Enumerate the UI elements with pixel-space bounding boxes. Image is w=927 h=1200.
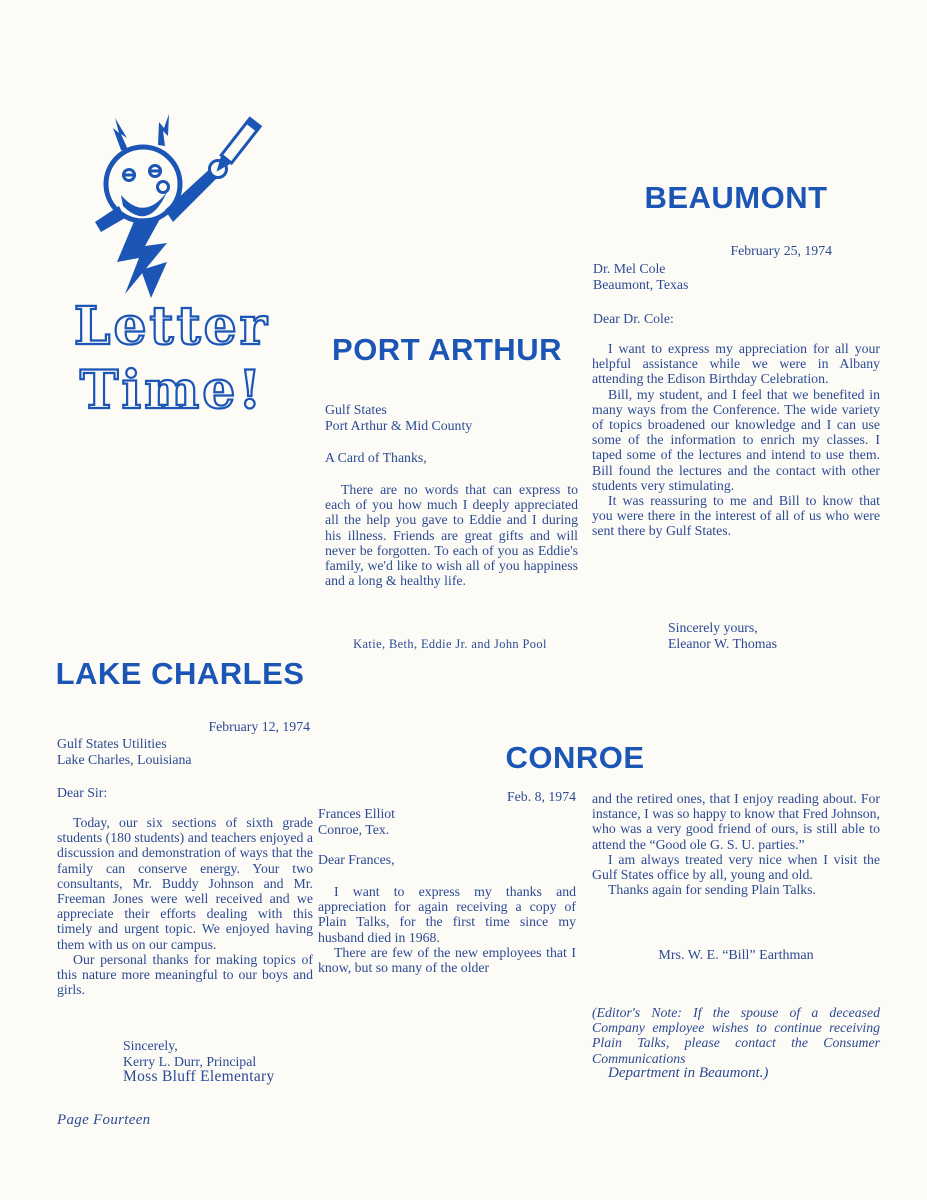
beaumont-address-line1: Dr. Mel Cole: [593, 261, 666, 276]
paragraph: There are few of the new employees that I know, but so many of the older: [318, 944, 576, 976]
beaumont-closing: Sincerely yours,: [668, 620, 758, 635]
paragraph: Bill, my student, and I feel that we benefited in many ways from the Conference. The wide variety of topics broadened our knowledge and I can use some of the information to enrich my classes. I taped some of the lectures and intend to use them. Bill found the lectures and the contact with other students very stimulating.: [592, 386, 880, 493]
editors-note: [592, 1005, 880, 1081]
port-arthur-salutation: A Card of Thanks,: [325, 450, 427, 465]
lake-charles-date: February 12, 1974: [208, 719, 310, 734]
lake-charles-heading: LAKE CHARLES: [55, 656, 305, 691]
lake-charles-salutation: Dear Sir:: [57, 785, 108, 800]
port-arthur-address-line1: Gulf States: [325, 402, 387, 417]
conroe-address-line2: Conroe, Tex.: [318, 821, 390, 837]
paragraph: I want to express my thanks and appreciation for again receiving a copy of Plain Talks, for the first time since my husband died in 1968.: [318, 884, 576, 945]
lake-charles-address-line2: Lake Charles, Louisiana: [57, 751, 192, 767]
beaumont-address-line2: Beaumont, Texas: [593, 276, 689, 292]
beaumont-closing-block: [668, 620, 880, 651]
port-arthur-heading: PORT ARTHUR: [332, 332, 562, 367]
conroe-heading: CONROE: [505, 740, 645, 775]
lake-charles-address-line1: Gulf States Utilities: [57, 736, 167, 751]
paragraph: It was reassuring to me and Bill to know that you were there in the interest of all of us who were sent there by Gulf States.: [592, 493, 880, 539]
paragraph: and the retired ones, that I enjoy reading about. For instance, I was so happy to know that Fred Johnson, who was a very good friend of ours, is still able to attend the “Good ole G. S. U. parties.”: [592, 791, 880, 852]
beaumont-address: [593, 261, 843, 292]
port-arthur-body: [325, 482, 578, 588]
lake-charles-address: [57, 736, 310, 767]
beaumont-body: [592, 341, 880, 539]
page-number: Page Fourteen: [57, 1112, 151, 1128]
lake-charles-body: [57, 815, 313, 997]
paragraph: There are no words that can express to each of you how much I deeply appreciated all the help you gave to Eddie and I during his illness. Friends are great gifts and will never be forgotten. To each of you as Eddie's family, we'd like to wish all of you happiness and a long & healthy life.: [325, 482, 578, 589]
conroe-body-column2: [592, 791, 880, 897]
masthead-title-line2: Time!: [79, 360, 265, 421]
lake-charles-closing-block: [123, 1038, 343, 1085]
conroe-date: Feb. 8, 1974: [507, 789, 576, 804]
beaumont-heading: BEAUMONT: [644, 180, 828, 215]
masthead-title-line1: Letter: [73, 296, 271, 357]
reddy-kilowatt-mascot-icon: [55, 112, 285, 307]
paragraph: I am always treated very nice when I visit the Gulf States office by all, young and old.: [592, 851, 880, 883]
beaumont-signature: Eleanor W. Thomas: [668, 635, 777, 651]
beaumont-date: February 25, 1974: [730, 243, 832, 258]
lake-charles-signature-line1: Kerry L. Durr, Principal: [123, 1053, 257, 1069]
port-arthur-address-line2: Port Arthur & Mid County: [325, 417, 473, 433]
lake-charles-closing: Sincerely,: [123, 1038, 178, 1053]
editors-note-last-line: Department in Beaumont.): [608, 1064, 769, 1081]
conroe-signature: Mrs. W. E. “Bill” Earthman: [658, 948, 814, 963]
lake-charles-signature-line2: Moss Bluff Elementary: [123, 1068, 275, 1086]
conroe-address-line1: Frances Elliot: [318, 806, 396, 821]
conroe-address: [318, 806, 576, 837]
beaumont-salutation: Dear Dr. Cole:: [593, 311, 674, 326]
paragraph: Today, our six sections of sixth grade students (180 students) and teachers enjoyed a discussion and demonstration of ways that the family can conserve energy. Your two consultants, Mr. Buddy Johnson and Mr. Freeman Jones were well received and we appreciate their efforts dealing with this timely and urgent topic. We enjoyed having them with us on our campus.: [57, 815, 313, 952]
paragraph: Our personal thanks for making topics of this nature more meaningful to our boys and girls.: [57, 951, 313, 998]
editors-note-text: (Editor's Note: If the spouse of a deceased Company employee wishes to continue receiving Plain Talks, please contact the Consumer Communications: [592, 1005, 880, 1066]
paragraph: I want to express my appreciation for all your helpful assistance while we were in Albany attending the Edison Birthday Celebration.: [592, 341, 880, 387]
port-arthur-address: [325, 402, 575, 433]
port-arthur-signature: Katie, Beth, Eddie Jr. and John Pool: [353, 637, 547, 651]
conroe-body-column1: [318, 884, 576, 975]
masthead: [55, 112, 290, 312]
paragraph: Thanks again for sending Plain Talks.: [608, 882, 816, 898]
conroe-salutation: Dear Frances,: [318, 852, 395, 867]
